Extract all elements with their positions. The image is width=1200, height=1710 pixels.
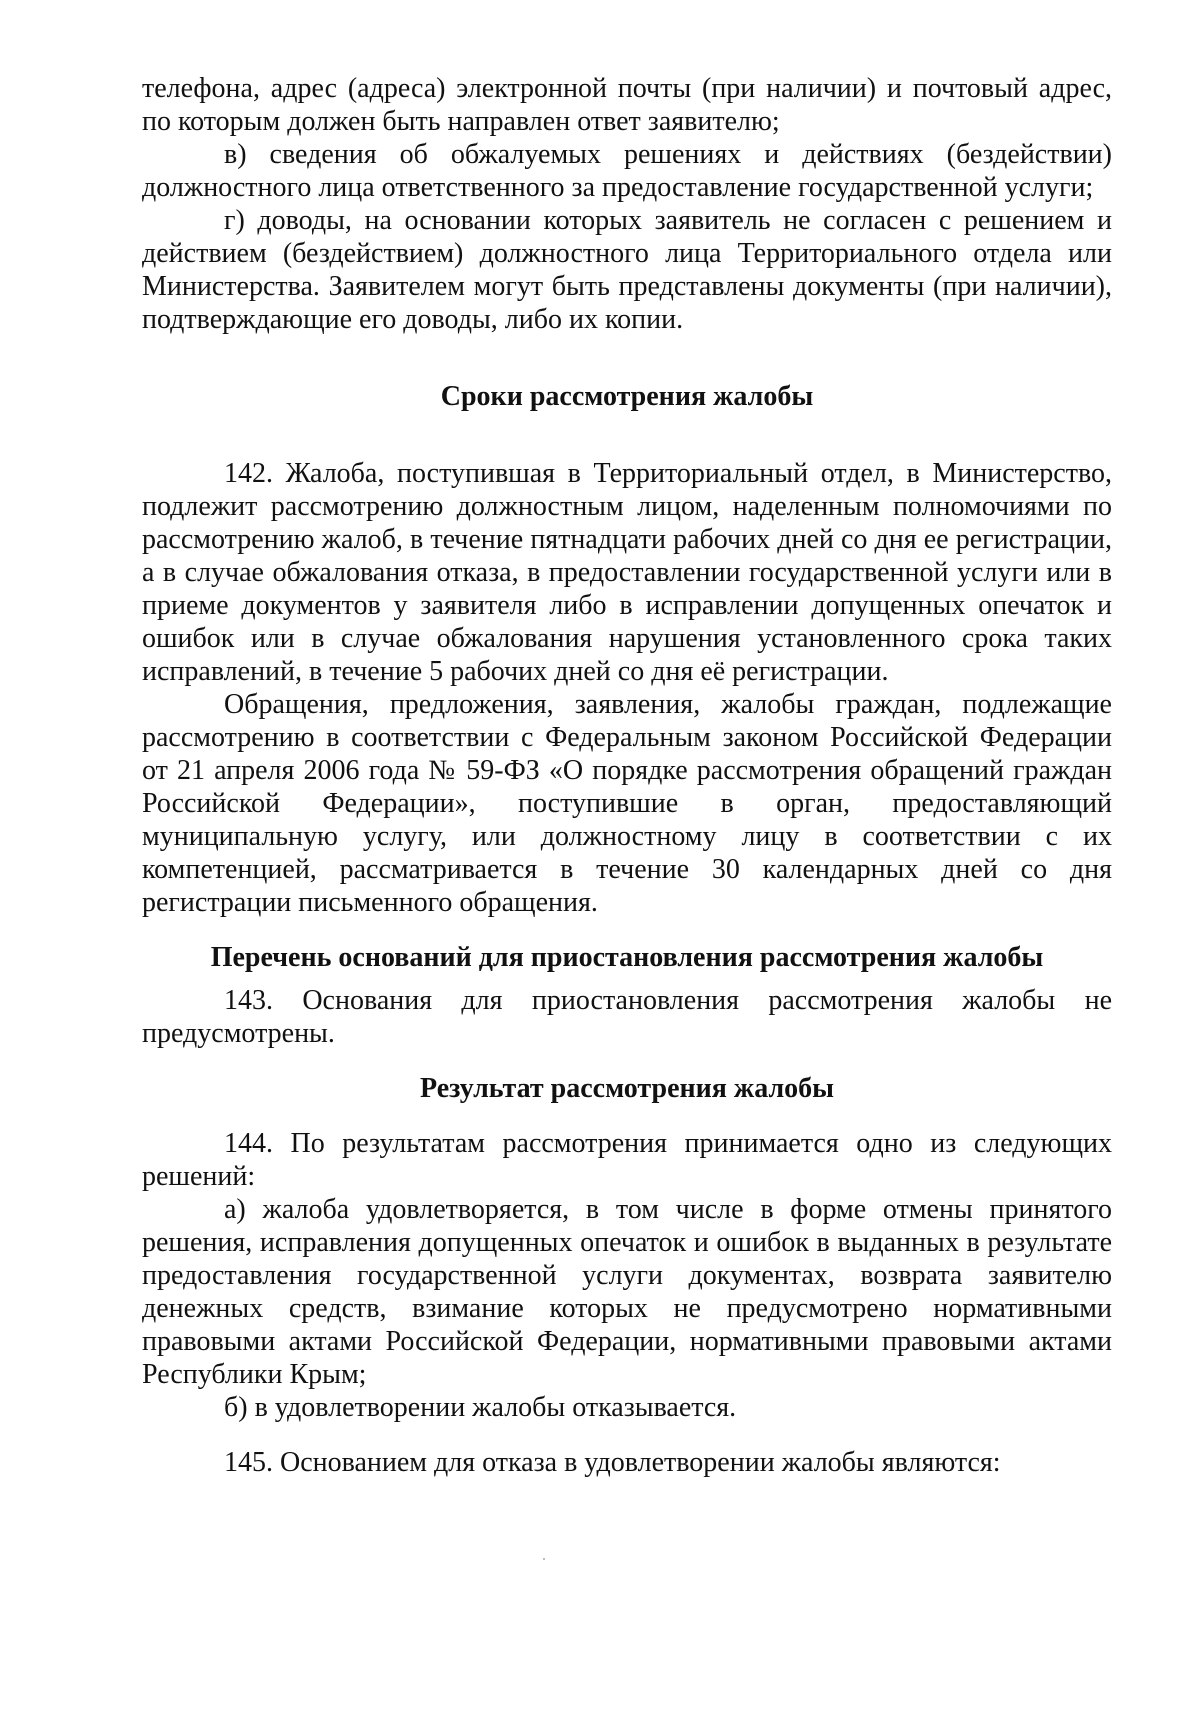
paragraph-144-a: а) жалоба удовлетворяется, в том числе в форме отмены принятого решения, исправления допущенных опечаток и ошибок в выданных в результате предоставления государственной услуги документах, возврата заявителю денежных средств, взимание которых не предусмотрено нормативными правовыми актами Российской Федерации, нормативными правовыми актами Республики Крым; [142,1194,1112,1390]
heading-review-result: Результат рассмотрения жалобы [419,1073,835,1104]
heading-suspension-grounds: Перечень оснований для приостановления рассмотрения жалобы [210,942,1044,973]
paragraph-item-g: г) доводы, на основании которых заявитель не согласен с решением и действием (бездействием) должностного лица Территориального отдела или Министерства. Заявителем могут быть представлены документы (при наличии), подтверждающие его доводы, либо их копии. [142,205,1112,335]
heading-review-terms: Сроки рассмотрения жалобы [440,381,814,412]
paragraph-item-v: в) сведения об обжалуемых решениях и действиях (бездействии) должностного лица ответственного за предоставление государственной услуги; [142,139,1112,203]
paragraph-144: 144. По результатам рассмотрения принимается одно из следующих решений: [142,1128,1112,1192]
paragraph-143: 143. Основания для приостановления рассмотрения жалобы не предусмотрены. [142,985,1112,1049]
paragraph-145: 145. Основанием для отказа в удовлетворении жалобы являются: [224,1447,1001,1478]
scan-speck [543,1558,545,1560]
document-page [142,72,1112,1479]
paragraph-142: 142. Жалоба, поступившая в Территориальный отдел, в Министерство, подлежит рассмотрению должностным лицом, наделенным полномочиями по рассмотрению жалоб, в течение пятнадцати рабочих дней со дня ее регистрации, а в случае обжалования отказа, в предоставлении государственной услуги или в приеме документов у заявителя либо в исправлении допущенных опечаток и ошибок или в случае обжалования нарушения установленного срока таких исправлений, в течение 5 рабочих дней со дня её регистрации. [142,458,1112,687]
paragraph-144-b: б) в удовлетворении жалобы отказывается. [224,1392,737,1423]
paragraph-142-appeals: Обращения, предложения, заявления, жалобы граждан, подлежащие рассмотрению в соответствии с Федеральным законом Российской Федерации от 21 апреля 2006 года № 59-ФЗ «О порядке рассмотрения обращений граждан Российской Федерации», поступившие в орган, предоставляющий муниципальную услугу, или должностному лицу в соответствии с их компетенцией, рассматривается в течение 30 календарных дней со дня регистрации письменного обращения. [142,689,1112,918]
paragraph-contact-continuation: телефона, адрес (адреса) электронной почты (при наличии) и почтовый адрес, по которым должен быть направлен ответ заявителю; [142,73,1112,137]
